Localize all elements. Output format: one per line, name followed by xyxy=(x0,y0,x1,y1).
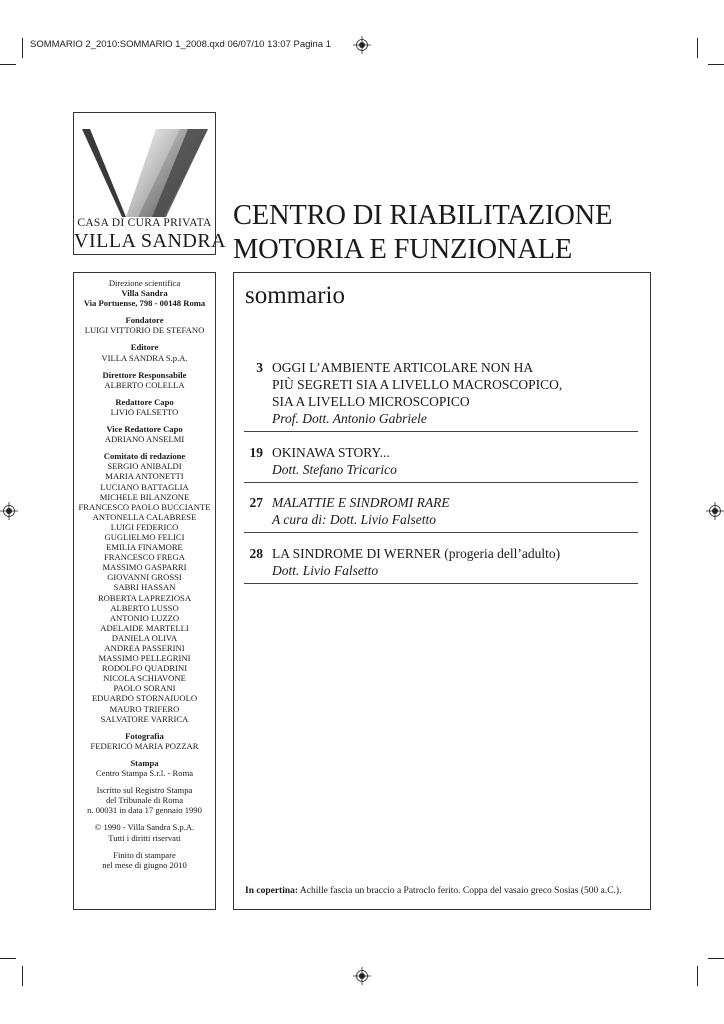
toc-title xyxy=(272,444,638,478)
crop-mark xyxy=(697,966,698,986)
masthead-label: Direzione scientifica xyxy=(108,278,181,288)
masthead-block-copyright xyxy=(74,822,215,842)
masthead-value: Iscritto sul Registro Stampa xyxy=(96,785,193,796)
sommario-box xyxy=(233,272,651,910)
logo-box xyxy=(73,112,227,255)
cover-caption xyxy=(245,886,621,896)
comitato-member: ANDREA PASSERINI xyxy=(104,643,185,653)
logo-subtitle: CASA DI CURA PRIVATA xyxy=(77,217,212,229)
masthead-label: Fondatore xyxy=(125,315,164,326)
toc-title xyxy=(272,545,638,579)
toc-title-suffix: (progeria dell’adulto) xyxy=(440,546,561,561)
masthead-value: del Tribunale di Roma xyxy=(105,795,184,806)
masthead-value: Villa Sandra xyxy=(121,288,168,299)
masthead-label: Editore xyxy=(130,342,159,353)
comitato-member: MICHELE BILANZONE xyxy=(99,491,190,502)
crop-mark xyxy=(0,64,16,65)
masthead-block-vice-redattore xyxy=(74,424,215,444)
comitato-member: FRANCESCO FREGA xyxy=(104,552,185,563)
comitato-member: EMILIA FINAMORE xyxy=(106,542,183,553)
masthead-label: Stampa xyxy=(130,757,159,768)
masthead-value: © 1990 - Villa Sandra S.p.A. xyxy=(94,822,195,833)
masthead-value: VILLA SANDRA S.p.A. xyxy=(101,352,188,363)
comitato-member: ADELAIDE MARTELLI xyxy=(100,622,189,633)
masthead-label: Vice Redattore Capo xyxy=(106,424,183,435)
logo-name: VILLA SANDRA xyxy=(74,230,227,252)
masthead-label: Fotografia xyxy=(125,730,164,741)
comitato-member: ALBERTO LUSSO xyxy=(110,602,179,613)
masthead-value: Tutti i diritti riservati xyxy=(108,832,181,843)
registration-target-icon xyxy=(706,502,724,520)
crop-mark xyxy=(708,958,724,959)
comitato-member: RODOLFO QUADRINI xyxy=(101,663,188,674)
comitato-member: MASSIMO GASPARRI xyxy=(102,562,187,573)
crop-mark xyxy=(0,958,16,959)
masthead-value: nel mese di giugno 2010 xyxy=(102,859,187,870)
masthead-value: Via Portuense, 798 - 00148 Roma xyxy=(83,298,206,309)
toc-entry[interactable] xyxy=(244,545,638,584)
masthead-label: Direttore Responsabile xyxy=(102,369,187,380)
comitato-member: DANIELA OLIVA xyxy=(111,632,178,643)
registration-target-icon xyxy=(353,967,371,985)
toc-page-number: 3 xyxy=(256,360,263,375)
comitato-member: GUGLIELMO FELICI xyxy=(104,531,185,542)
masthead-block-redattore xyxy=(74,397,215,417)
comitato-member: SALVATORE VARRICA xyxy=(100,713,189,724)
comitato-member: LUCIANO BATTAGLIA xyxy=(100,481,189,492)
masthead-value: ALBERTO COLELLA xyxy=(104,379,185,390)
villa-sandra-logo-icon xyxy=(80,125,210,220)
comitato-member: NICOLA SCHIAVONE xyxy=(103,673,186,684)
masthead-value: Centro Stampa S.r.l. - Roma xyxy=(95,768,194,779)
toc-title-line: LA SINDROME DI WERNER xyxy=(272,546,441,561)
comitato-member: SABRI HASSAN xyxy=(113,582,176,593)
masthead-block-finito xyxy=(74,850,215,870)
toc-title-line: PIÙ SEGRETI SIA A LIVELLO MACROSCOPICO, xyxy=(272,377,563,392)
comitato-member: ROBERTA LAPREZIOSA xyxy=(97,592,192,603)
masthead-value: FEDERICO MARIA POZZAR xyxy=(90,740,199,751)
masthead-value: n. 00031 in data 17 gennaio 1990 xyxy=(87,805,202,816)
registration-target-icon xyxy=(0,502,18,520)
masthead-column xyxy=(73,272,216,910)
masthead-label: Redattore Capo xyxy=(115,396,174,407)
toc-author: Prof. Dott. Antonio Gabriele xyxy=(272,411,427,426)
comitato-list xyxy=(74,461,215,723)
crop-mark xyxy=(22,966,23,986)
crop-mark xyxy=(22,38,23,58)
toc-title-line: OGGI L’AMBIENTE ARTICOLARE NON HA xyxy=(272,360,534,375)
toc-title-line: MALATTIE E SINDROMI RARE xyxy=(272,495,450,510)
comitato-member: PAOLO SORANI xyxy=(113,683,176,694)
title-line: MOTORIA E FUNZIONALE xyxy=(233,234,573,265)
comitato-member: MASSIMO PELLEGRINI xyxy=(98,653,191,664)
toc-page-number: 27 xyxy=(249,495,263,510)
masthead-block-stampa xyxy=(74,758,215,778)
comitato-member: ANTONELLA CALABRESE xyxy=(92,511,197,522)
masthead-value: ADRIANO ANSELMI xyxy=(104,434,185,445)
comitato-member: ANTONIO LUZZO xyxy=(109,612,180,623)
masthead-block-comitato xyxy=(74,451,215,724)
masthead-label: Comitato di redazione xyxy=(103,451,186,462)
comitato-member: GIOVANNI GROSSI xyxy=(107,572,182,583)
toc-title-line: OKINAWA STORY... xyxy=(272,445,390,460)
masthead-value: LUIGI VITTORIO DE STEFANO xyxy=(84,325,205,336)
masthead-block-registro xyxy=(74,785,215,815)
comitato-member: MAURO TRIFERO xyxy=(109,703,180,714)
toc-author: Dott. Livio Falsetto xyxy=(272,563,379,578)
masthead-block-editore xyxy=(74,342,215,362)
comitato-member: SERGIO ANIBALDI xyxy=(107,461,182,472)
registration-target-icon xyxy=(353,36,371,54)
toc-entry[interactable] xyxy=(244,444,638,483)
toc-page-number: 28 xyxy=(249,546,263,561)
cover-caption-label: In copertina: xyxy=(245,886,299,896)
masthead-block-fotografia xyxy=(74,731,215,751)
title-line: CENTRO DI RIABILITAZIONE xyxy=(233,200,613,231)
toc-page-number: 19 xyxy=(249,445,263,460)
comitato-member: EDUARDO STORNAIUOLO xyxy=(91,693,198,704)
comitato-member: MARIA ANTONETTI xyxy=(105,471,184,482)
sommario-heading: sommario xyxy=(245,282,345,309)
toc-title xyxy=(272,359,638,427)
crop-mark xyxy=(708,64,724,65)
masthead-value: Finito di stampare xyxy=(113,849,176,860)
comitato-member: FRANCESCO PAOLO BUCCIANTE xyxy=(78,501,211,512)
masthead-block-direzione xyxy=(74,278,215,308)
crop-mark xyxy=(697,38,698,58)
cover-caption-text: Achille fascia un braccio a Patroclo ferito. Coppa del vasaio greco Sosias (500 a.C.). xyxy=(298,886,622,896)
toc-entry[interactable] xyxy=(244,359,638,432)
toc-author: A cura di: Dott. Livio Falsetto xyxy=(272,512,436,527)
toc-author: Dott. Stefano Tricarico xyxy=(272,462,397,477)
comitato-member: LUIGI FEDERICO xyxy=(110,521,179,532)
masthead-value: LIVIO FALSETTO xyxy=(110,406,179,417)
masthead-block-fondatore xyxy=(74,315,215,335)
toc-title xyxy=(272,494,638,528)
toc-entry[interactable] xyxy=(244,494,638,533)
print-slug-line: SOMMARIO 2_2010:SOMMARIO 1_2008.qxd 06/07/10 13:07 Pagina 1 xyxy=(30,39,332,50)
page-title xyxy=(233,199,693,267)
masthead-block-direttore xyxy=(74,370,215,390)
toc-title-line: SIA A LIVELLO MICROSCOPICO xyxy=(272,394,470,409)
